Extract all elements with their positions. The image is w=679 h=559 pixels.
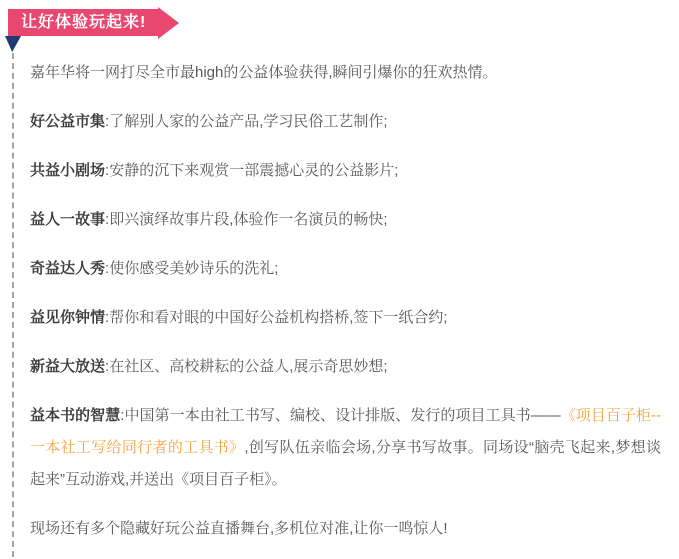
activity-text: 安静的沉下来观赏一部震撼心灵的公益影片; [109,162,399,179]
activity-label: 好公益市集 [30,113,106,130]
activity-label: 共益小剧场 [30,162,106,179]
activity-label: 奇益达人秀 [30,260,106,277]
article-content [12,53,671,557]
colon-separator: : [105,309,110,326]
outro-paragraph [30,513,661,545]
activity-label: 益本书的智慧 [30,407,121,424]
activity-label: 益人一故事 [30,211,106,228]
activity-text: 帮你和看对眼的中国好公益机构搭桥,签下一纸合约; [109,309,448,326]
activity-text: 在社区、高校耕耘的公益人,展示奇思妙想; [109,358,388,375]
intro-paragraph [30,57,661,89]
colon-separator: : [105,358,110,375]
book-text-after: ,创写队伍亲临会场,分享书写故事。同场设“脑壳飞起来,梦想谈起来”互动游戏,并送出《项目百子柜》。 [30,439,661,488]
activity-label: 新益大放送 [30,358,106,375]
activity-paragraph-talent-show [30,253,661,285]
section-title-ribbon [8,9,158,36]
activity-text: 了解别人家的公益产品,学习民俗工艺制作; [109,113,388,130]
activity-label: 益见你钟情 [30,309,106,326]
activity-paragraph-market [30,106,661,138]
section-header [0,0,679,53]
colon-separator: : [120,407,125,424]
section-title: 让好体验玩起来! [21,14,147,31]
book-text-before: 中国第一本由社工书写、编校、设计排版、发行的项目工具书—— [124,407,561,424]
activity-paragraph-story [30,204,661,236]
colon-separator: : [105,211,110,228]
intro-text: 嘉年华将一网打尽全市最high的公益体验获得,瞬间引爆你的狂欢热情。 [30,64,498,81]
activity-paragraph-matchmaking [30,302,661,334]
ribbon-fold-icon [5,36,21,52]
activity-text: 即兴演绎故事片段,体验作一名演员的畅快; [109,211,388,228]
book-title-link[interactable]: 《项目百子柜--一本社工写给同行者的工具书》 [30,407,661,456]
activity-paragraph-broadcast [30,351,661,383]
colon-separator: : [105,260,110,277]
activity-text: 使你感受美妙诗乐的洗礼; [109,260,279,277]
colon-separator: : [105,113,110,130]
book-paragraph [30,400,661,496]
ribbon-arrow-icon [158,7,179,39]
outro-text: 现场还有多个隐藏好玩公益直播舞台,多机位对准,让你一鸣惊人! [30,520,448,537]
activity-paragraph-theater [30,155,661,187]
colon-separator: : [105,162,110,179]
